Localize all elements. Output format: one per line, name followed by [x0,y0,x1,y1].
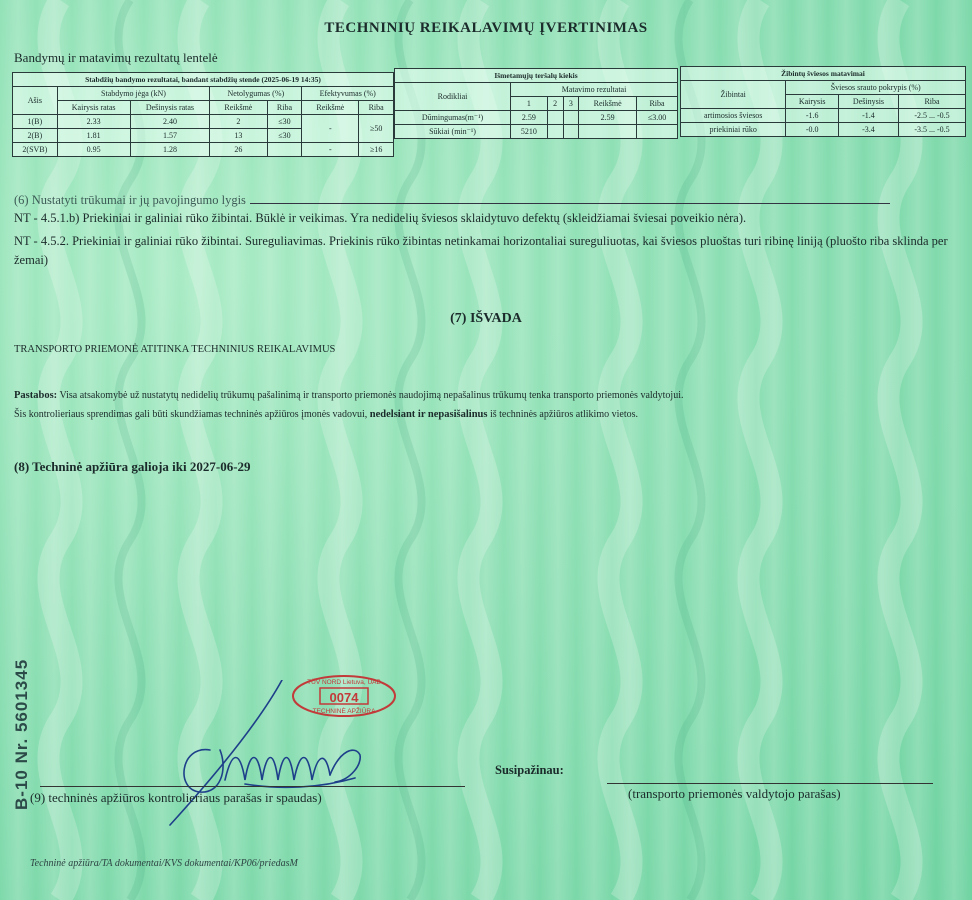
col-limit: Riba [898,95,965,109]
inspector-signature [150,680,390,830]
grp-efficiency: Efektyvumas (%) [302,87,394,101]
stamp-bottom-text: TECHNINĖ APŽIŪRA [312,708,376,715]
col-limit: Riba [637,97,678,111]
heading-rule [250,203,890,204]
grp-braking-force: Stabdymo jėga (kN) [57,87,210,101]
stamp-top-text: TÜV NORD Lietuva, UAB [307,679,381,686]
table-row: 2(SVB) 0.95 1.28 26 - ≥16 [13,143,394,157]
validity-date: (8) Techninė apžiūra galioja iki 2027-06-29 [14,459,251,474]
form-serial-number: B-10 Nr. 5601345 [12,658,31,810]
col-measure-1: 1 [511,97,548,111]
defect-item: NT - 4.5.1.b) Priekiniai ir galiniai rūko žibintai. Būklė ir veikimas. Yra nedidelių šviesos sklaidytuvo defektų (skleidžiamai šviesai poveikio nėra). [14,211,747,225]
appeal-text-end: iš techninės apžiūros atlikimo vietos. [489,409,638,420]
grp-light-tilt: Šviesos srauto pokrypis (%) [786,81,966,95]
headlight-table-header: Žibintų šviesos matavimai [681,67,966,81]
col-diff-value: Reikšmė [210,101,267,115]
stamp-number: 0074 [329,690,359,705]
notes-text: Visa atsakomybė už nustatytų nedidelių trūkumų pašalinimą ir transporto priemonės naudojimą nepašalinus trūkumų tenka transporto priemonės valdytojui. [59,390,684,401]
acknowledged-label: Susipažinau: [495,763,564,777]
headlight-table [680,66,966,137]
document-title: TECHNINIŲ REIKALAVIMŲ ĮVERTINIMAS [324,20,648,36]
col-parameter: Rodikliai [395,83,511,111]
results-table-caption: Bandymų ir matavimų rezultatų lentelė [14,50,218,65]
col-eff-value: Reikšmė [302,101,359,115]
table-row: priekiniai rūko -0.0 -3.4 -3.5 ... -0.5 [681,123,966,137]
inspector-signature-line [40,786,465,787]
table-row: 1(B) 2.33 2.40 2 ≤30 - ≥50 [13,115,394,129]
table-row: artimosios šviesos -1.6 -1.4 -2.5 ... -0.5 [681,109,966,123]
inspector-signature-label: (9) techninės apžiūros kontrolieriaus parašas ir spaudas) [30,790,322,805]
notes-block [14,386,964,424]
col-left-wheel: Kairysis ratas [57,101,130,115]
col-diff-limit: Riba [267,101,302,115]
col-value: Reikšmė [579,97,637,111]
table-row: 2(B) 1.81 1.57 13 ≤30 [13,129,394,143]
emissions-table-header: Išmetamųjų teršalų kiekis [395,69,678,83]
col-right-wheel: Dešinysis ratas [130,101,210,115]
table-row: Sūkiai (min⁻¹) 5210 [395,125,678,139]
col-right: Dešinysis [838,95,898,109]
appeal-emphasis: nedelsiant ir nepasišalinus [369,409,488,420]
col-left: Kairysis [786,95,839,109]
col-eff-limit: Riba [359,101,394,115]
col-measure-3: 3 [563,97,579,111]
col-measure-2: 2 [547,97,563,111]
conclusion-heading: (7) IŠVADA [450,311,522,326]
col-axis: Ašis [13,87,58,115]
owner-signature-label: (transporto priemonės valdytojo parašas) [628,786,841,801]
emissions-table [394,68,678,139]
col-lamp: Žibintai [681,81,786,109]
appeal-text: Šis kontrolieriaus sprendimas gali būti skundžiamas techninės apžiūros įmonės vadovui, [14,409,368,420]
document-path-footer: Techninė apžiūra/TA dokumentai/KVS dokumentai/KP06/priedasM [30,858,298,869]
owner-signature-line [607,783,933,784]
defect-item: NT - 4.5.2. Priekiniai ir galiniai rūko žibintai. Sureguliavimas. Priekinis rūko žibintas netinkamai horizontaliai sureguliuotas, kai šviesos pluoštas turi ribinę liniją (pluošto riba sklinda per žemai) [14,234,948,267]
conclusion-text: TRANSPORTO PRIEMONĖ ATITINKA TECHNINIUS REIKALAVIMUS [14,344,336,355]
brake-test-table [12,72,394,157]
defects-heading: (6) Nustatyti trūkumai ir jų pavojingumo lygis [14,193,964,208]
grp-unevenness: Netolygumas (%) [210,87,302,101]
grp-measurement-results: Matavimo rezultatai [511,83,678,97]
table-row: Dūmingumas(m⁻¹) 2.59 2.59 ≤3.00 [395,111,678,125]
notes-label: Pastabos: [14,390,58,401]
brake-table-header: Stabdžių bandymo rezultatai, bandant stabdžių stende (2025-06-19 14:35) [13,73,394,87]
